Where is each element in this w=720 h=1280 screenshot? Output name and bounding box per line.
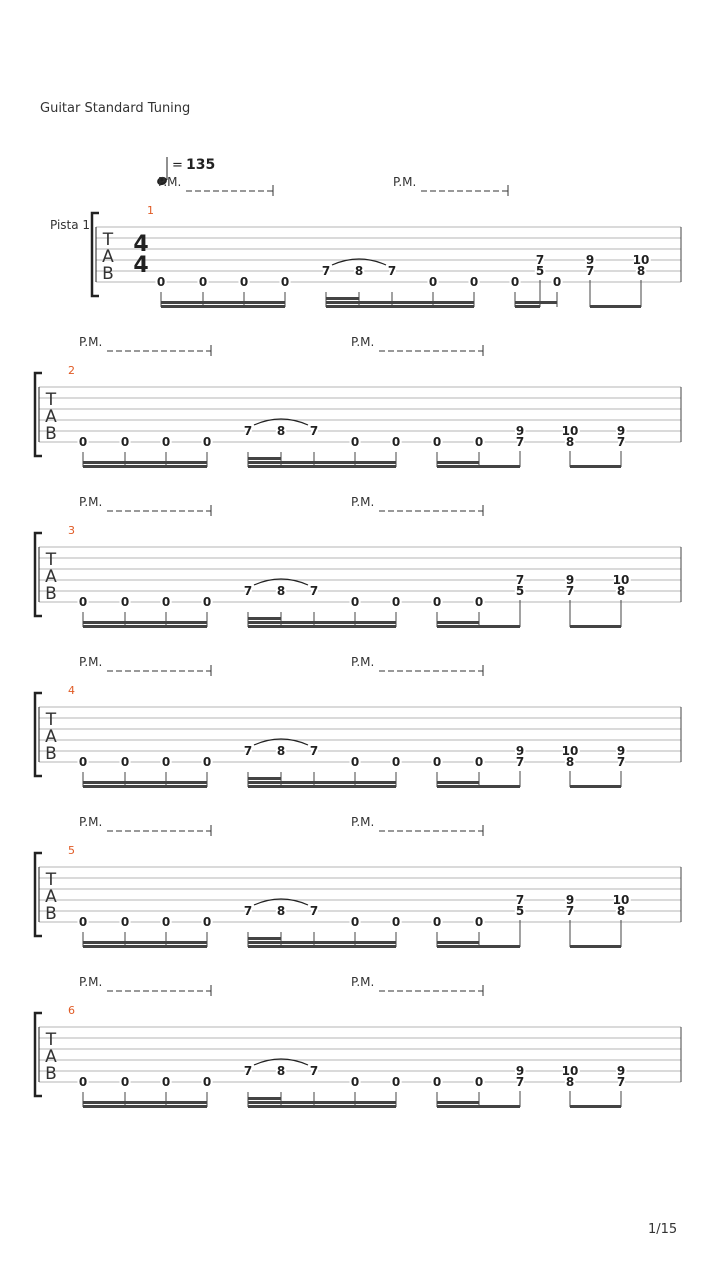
note-beam [570, 625, 621, 628]
palm-mute-1-label: P.M. [79, 975, 103, 989]
palm-mute-2-label: P.M. [351, 655, 375, 669]
fret-number: 7 [616, 435, 626, 449]
tab-clef-letter: T [45, 390, 57, 410]
fret-number: 0 [280, 275, 290, 289]
palm-mute-1-label: P.M. [79, 335, 103, 349]
tab-clef-letter: B [45, 424, 57, 445]
fret-number: 0 [428, 275, 438, 289]
palm-mute-1-label: P.M. [79, 655, 103, 669]
note-beam [248, 461, 396, 464]
note-beam [161, 305, 285, 308]
note-beam [437, 1101, 479, 1104]
fret-number: 0 [391, 1075, 401, 1089]
note-beam [83, 781, 207, 784]
note-beam [83, 785, 207, 788]
fret-number: 7 [243, 584, 253, 598]
fret-number: 10 [612, 893, 630, 907]
fret-number: 0 [350, 915, 360, 929]
note-beam [248, 617, 281, 620]
measure-number: 3 [68, 524, 75, 537]
palm-mute-2-label: P.M. [351, 335, 375, 349]
note-beam [161, 301, 285, 304]
tab-clef-letter: T [102, 230, 114, 250]
fret-number: 9 [616, 424, 626, 438]
note-beam [248, 625, 396, 628]
fret-number: 0 [78, 435, 88, 449]
note-beam [83, 1101, 207, 1104]
measure-number: 4 [68, 684, 75, 697]
page-number: 1/15 [648, 1222, 678, 1237]
fret-number: 8 [565, 755, 575, 769]
fret-number: 0 [120, 1075, 130, 1089]
note-beam [248, 1105, 396, 1108]
note-beam [570, 945, 621, 948]
fret-number: 0 [202, 915, 212, 929]
fret-number: 7 [243, 744, 253, 758]
note-beam [248, 937, 281, 940]
fret-number: 0 [120, 915, 130, 929]
tab-clef-letter: A [45, 1047, 57, 1068]
measure-number: 5 [68, 844, 75, 857]
fret-number: 8 [636, 264, 646, 278]
fret-number: 0 [120, 755, 130, 769]
fret-number: 0 [78, 595, 88, 609]
fret-number: 0 [391, 595, 401, 609]
note-beam [248, 941, 396, 944]
fret-number: 0 [552, 275, 562, 289]
track-name: Pista 1 [50, 218, 91, 232]
time-signature-top: 4 [133, 232, 149, 257]
note-beam [515, 305, 540, 308]
tab-clef-letter: T [45, 870, 57, 890]
tab-clef-letter: B [102, 264, 114, 285]
note-beam [326, 297, 359, 300]
fret-number: 9 [565, 893, 575, 907]
fret-number: 0 [474, 595, 484, 609]
note-beam [590, 305, 641, 308]
system-4 [35, 655, 681, 788]
note-beam [326, 301, 474, 304]
fret-number: 0 [432, 915, 442, 929]
fret-number: 0 [239, 275, 249, 289]
fret-number: 8 [616, 904, 626, 918]
fret-number: 7 [309, 584, 319, 598]
note-beam [83, 625, 207, 628]
palm-mute-2-label: P.M. [393, 175, 417, 189]
fret-number: 8 [616, 584, 626, 598]
tab-clef-letter: A [45, 567, 57, 588]
fret-number: 0 [161, 755, 171, 769]
fret-number: 10 [561, 1064, 579, 1078]
fret-number: 0 [350, 435, 360, 449]
fret-number: 0 [120, 435, 130, 449]
tempo-value: 135 [186, 157, 216, 173]
fret-number: 10 [632, 253, 650, 267]
system-5 [35, 815, 681, 948]
fret-number: 8 [276, 904, 286, 918]
tab-clef-letter: A [45, 887, 57, 908]
fret-number: 0 [350, 1075, 360, 1089]
note-beam [437, 1105, 520, 1108]
tab-clef-letter: T [45, 710, 57, 730]
fret-number: 7 [515, 893, 525, 907]
fret-number: 0 [350, 595, 360, 609]
note-beam [437, 941, 479, 944]
note-beam [437, 465, 520, 468]
fret-number: 0 [432, 435, 442, 449]
fret-number: 0 [198, 275, 208, 289]
note-beam [515, 301, 557, 304]
fret-number: 9 [616, 744, 626, 758]
tab-clef-letter: A [45, 727, 57, 748]
palm-mute-2-label: P.M. [351, 815, 375, 829]
fret-number: 0 [474, 435, 484, 449]
fret-number: 0 [161, 435, 171, 449]
note-beam [83, 465, 207, 468]
tab-clef-letter: B [45, 904, 57, 925]
fret-number: 5 [515, 904, 525, 918]
palm-mute-1-label: P.M. [79, 495, 103, 509]
measure-number: 2 [68, 364, 75, 377]
fret-number: 0 [391, 915, 401, 929]
fret-number: 7 [515, 1075, 525, 1089]
fret-number: 8 [565, 435, 575, 449]
fret-number: 0 [474, 1075, 484, 1089]
fret-number: 7 [309, 424, 319, 438]
fret-number: 7 [616, 1075, 626, 1089]
fret-number: 0 [432, 755, 442, 769]
fret-number: 10 [612, 573, 630, 587]
fret-number: 0 [78, 755, 88, 769]
fret-number: 0 [474, 755, 484, 769]
note-beam [248, 1097, 281, 1100]
tuning-label: Guitar Standard Tuning [40, 101, 191, 116]
note-beam [570, 785, 621, 788]
fret-number: 0 [202, 435, 212, 449]
fret-number: 0 [391, 755, 401, 769]
fret-number: 9 [515, 1064, 525, 1078]
fret-number: 0 [156, 275, 166, 289]
fret-number: 10 [561, 744, 579, 758]
fret-number: 0 [350, 755, 360, 769]
fret-number: 7 [565, 584, 575, 598]
note-beam [83, 941, 207, 944]
palm-mute-2-label: P.M. [351, 975, 375, 989]
note-beam [437, 621, 479, 624]
fret-number: 7 [243, 904, 253, 918]
fret-number: 9 [616, 1064, 626, 1078]
fret-number: 9 [515, 744, 525, 758]
fret-number: 7 [387, 264, 397, 278]
fret-number: 7 [309, 904, 319, 918]
fret-number: 7 [515, 755, 525, 769]
tab-clef-letter: T [45, 550, 57, 570]
fret-number: 8 [276, 744, 286, 758]
fret-number: 0 [510, 275, 520, 289]
system-2 [35, 335, 681, 468]
note-beam [248, 1101, 396, 1104]
tab-clef-letter: B [45, 744, 57, 765]
note-beam [248, 621, 396, 624]
note-beam [248, 781, 396, 784]
fret-number: 0 [432, 595, 442, 609]
palm-mute-1-label: P.M. [158, 175, 182, 189]
fret-number: 9 [565, 573, 575, 587]
fret-number: 0 [161, 915, 171, 929]
fret-number: 7 [585, 264, 595, 278]
note-beam [248, 945, 396, 948]
note-beam [326, 305, 474, 308]
palm-mute-2-label: P.M. [351, 495, 375, 509]
note-beam [570, 1105, 621, 1108]
fret-number: 7 [515, 573, 525, 587]
fret-number: 8 [276, 584, 286, 598]
fret-number: 0 [78, 1075, 88, 1089]
fret-number: 8 [565, 1075, 575, 1089]
fret-number: 8 [276, 1064, 286, 1078]
fret-number: 0 [161, 1075, 171, 1089]
fret-number: 0 [202, 755, 212, 769]
tab-clef-letter: T [45, 1030, 57, 1050]
fret-number: 7 [243, 1064, 253, 1078]
fret-number: 0 [78, 915, 88, 929]
tab-clef-letter: A [102, 247, 114, 268]
tab-clef-letter: B [45, 584, 57, 605]
fret-number: 7 [321, 264, 331, 278]
note-beam [248, 785, 396, 788]
note-beam [83, 461, 207, 464]
note-beam [437, 945, 520, 948]
fret-number: 0 [391, 435, 401, 449]
fret-number: 5 [515, 584, 525, 598]
note-beam [437, 461, 479, 464]
note-beam [570, 465, 621, 468]
tab-clef-letter: A [45, 407, 57, 428]
fret-number: 7 [515, 435, 525, 449]
note-beam [437, 781, 479, 784]
fret-number: 7 [309, 744, 319, 758]
fret-number: 7 [243, 424, 253, 438]
tab-clef-letter: B [45, 1064, 57, 1085]
note-beam [83, 621, 207, 624]
fret-number: 0 [202, 1075, 212, 1089]
fret-number: 0 [161, 595, 171, 609]
fret-number: 0 [474, 915, 484, 929]
note-beam [437, 625, 520, 628]
tempo-equals: = [172, 158, 183, 173]
fret-number: 8 [276, 424, 286, 438]
note-beam [437, 785, 520, 788]
fret-number: 0 [432, 1075, 442, 1089]
note-beam [83, 1105, 207, 1108]
note-beam [248, 457, 281, 460]
fret-number: 9 [515, 424, 525, 438]
palm-mute-1-label: P.M. [79, 815, 103, 829]
system-1 [50, 175, 681, 308]
time-signature-bottom: 4 [133, 253, 149, 278]
note-beam [83, 945, 207, 948]
system-6 [35, 975, 681, 1108]
measure-number: 6 [68, 1004, 75, 1017]
system-3 [35, 495, 681, 628]
fret-number: 0 [202, 595, 212, 609]
fret-number: 10 [561, 424, 579, 438]
fret-number: 7 [616, 755, 626, 769]
note-beam [248, 777, 281, 780]
fret-number: 0 [120, 595, 130, 609]
fret-number: 7 [309, 1064, 319, 1078]
fret-number: 0 [469, 275, 479, 289]
fret-number: 7 [565, 904, 575, 918]
measure-number: 1 [147, 204, 154, 217]
fret-number: 8 [354, 264, 364, 278]
fret-number: 9 [585, 253, 595, 267]
note-beam [248, 465, 396, 468]
fret-number: 7 [535, 253, 545, 267]
fret-number: 5 [535, 264, 545, 278]
